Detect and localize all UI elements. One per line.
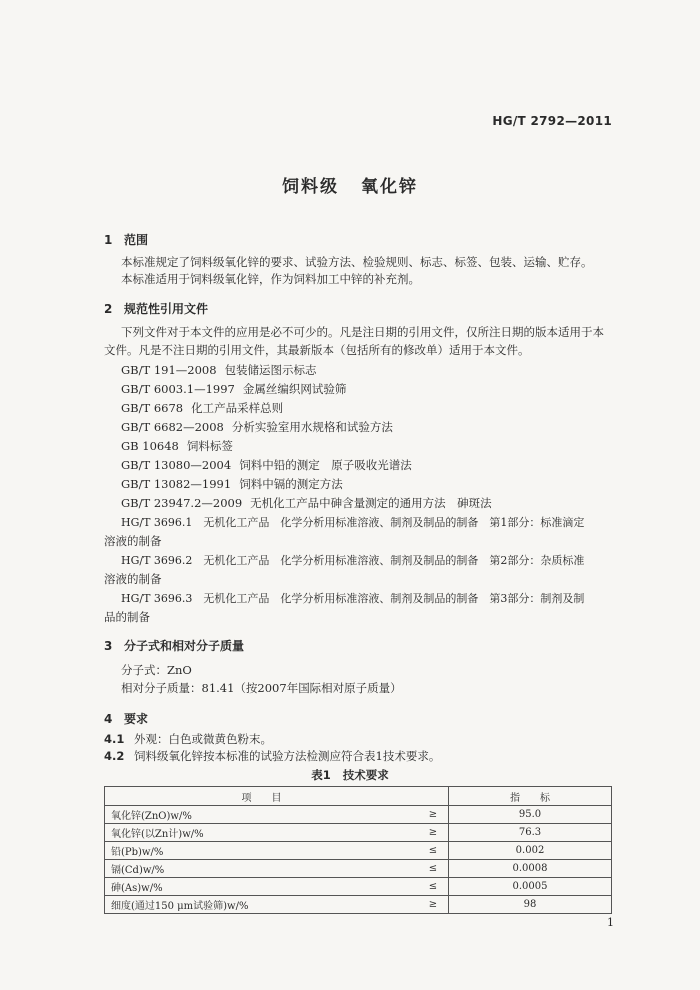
- hg-reference-2-line-2: 溶液的制备: [104, 572, 162, 586]
- section-number: 3: [104, 639, 113, 653]
- hg-reference-1-line-2: 溶液的制备: [104, 534, 162, 548]
- table-row: [105, 860, 612, 878]
- reference-item: [121, 438, 233, 454]
- section-4-heading: [104, 710, 148, 727]
- section-title: 分子式和相对分子质量: [124, 639, 245, 653]
- reference-title: 分析实验室用水规格和试验方法: [231, 420, 393, 434]
- row-item: 细度(通过150 μm试验筛)w/%: [105, 896, 419, 914]
- section-title: 规范性引用文件: [124, 302, 209, 316]
- section-3-heading: [104, 637, 244, 654]
- clause-4-2: [104, 748, 440, 764]
- row-value: 95.0: [449, 806, 612, 824]
- row-relation: ≥: [418, 824, 449, 842]
- table-title: 技术要求: [342, 768, 389, 782]
- clause-4-1: [104, 731, 272, 747]
- row-relation: ≤: [418, 860, 449, 878]
- row-item: 镉(Cd)w/%: [105, 860, 419, 878]
- reference-item: [121, 476, 343, 492]
- hg-reference-1-line-1: HG/T 3696.1 无机化工产品 化学分析用标准溶液、制剂及制品的制备 第1部分：标准滴定: [121, 516, 585, 529]
- section-title: 范围: [124, 233, 149, 247]
- reference-item: [121, 400, 283, 416]
- reference-title: 饲料中铅的测定 原子吸收光谱法: [239, 458, 412, 472]
- header-value: 指 标: [449, 787, 612, 806]
- row-relation: ≥: [418, 806, 449, 824]
- reference-code: GB/T 13080—2004: [121, 458, 232, 472]
- reference-code: GB/T 6678: [121, 401, 184, 415]
- section-number: 4: [104, 712, 113, 726]
- row-relation: ≤: [418, 842, 449, 860]
- table-number: 表1: [311, 768, 331, 782]
- reference-title: 金属丝编织网试验筛: [242, 382, 347, 396]
- reference-item: [121, 457, 412, 473]
- header-relation: [418, 787, 449, 806]
- section-1-paragraph-2: 本标准适用于饲料级氧化锌，作为饲料加工中锌的补充剂。: [121, 272, 420, 286]
- row-relation: ≥: [418, 896, 449, 914]
- hg-reference-2-line-1: HG/T 3696.2 无机化工产品 化学分析用标准溶液、制剂及制品的制备 第2部分：杂质标准: [121, 554, 585, 567]
- section-number: 2: [104, 302, 113, 316]
- reference-title: 饲料标签: [186, 439, 233, 453]
- row-value: 0.0005: [449, 878, 612, 896]
- reference-code: GB 10648: [121, 439, 179, 453]
- section-1-paragraph-1: 本标准规定了饲料级氧化锌的要求、试验方法、检验规则、标志、标签、包装、运输、贮存。: [121, 255, 593, 269]
- row-value: 0.002: [449, 842, 612, 860]
- reference-code: GB/T 13082—1991: [121, 477, 232, 491]
- row-item: 砷(As)w/%: [105, 878, 419, 896]
- section-number: 1: [104, 233, 113, 247]
- table-row: [105, 896, 612, 914]
- relative-molecular-mass: 相对分子质量：81.41（按2007年国际相对原子质量）: [121, 681, 402, 695]
- section-2-intro-line-2: 文件。凡是不注日期的引用文件，其最新版本（包括所有的修改单）适用于本文件。: [104, 343, 530, 357]
- reference-title: 无机化工产品中砷含量测定的通用方法 砷斑法: [250, 496, 492, 510]
- clause-number: 4.1: [104, 732, 125, 746]
- table-row: [105, 842, 612, 860]
- header-item: 项 目: [105, 787, 419, 806]
- molecular-formula: 分子式：ZnO: [121, 663, 192, 677]
- row-value: 76.3: [449, 824, 612, 842]
- row-relation: ≤: [418, 878, 449, 896]
- reference-code: GB/T 191—2008: [121, 363, 217, 377]
- standard-number: HG/T 2792—2011: [492, 114, 612, 128]
- reference-item: [121, 362, 317, 378]
- section-title: 要求: [124, 712, 149, 726]
- table-row: [105, 806, 612, 824]
- reference-code: GB/T 23947.2—2009: [121, 496, 243, 510]
- hg-reference-3-line-2: 品的制备: [104, 610, 150, 624]
- row-item: 氧化锌(以Zn计)w/%: [105, 824, 419, 842]
- section-2-intro-line-1: 下列文件对于本文件的应用是必不可少的。凡是注日期的引用文件，仅所注日期的版本适用于本: [121, 325, 604, 339]
- reference-title: 化工产品采样总则: [191, 401, 284, 415]
- reference-item: [121, 419, 393, 435]
- reference-code: GB/T 6682—2008: [121, 420, 224, 434]
- clause-number: 4.2: [104, 749, 125, 763]
- reference-code: GB/T 6003.1—1997: [121, 382, 235, 396]
- reference-title: 饲料中镉的测定方法: [239, 477, 343, 491]
- table-header-row: [105, 787, 612, 806]
- technical-requirements-table: [104, 786, 612, 914]
- document-title: [0, 172, 700, 197]
- row-item: 氧化锌(ZnO)w/%: [105, 806, 419, 824]
- section-2-heading: [104, 300, 208, 317]
- title-part-1: 饲料级: [282, 177, 339, 197]
- table-row: [105, 824, 612, 842]
- row-value: 98: [449, 896, 612, 914]
- row-value: 0.0008: [449, 860, 612, 878]
- title-part-2: 氧化锌: [361, 177, 418, 197]
- reference-item: [121, 381, 346, 397]
- hg-reference-3-line-1: HG/T 3696.3 无机化工产品 化学分析用标准溶液、制剂及制品的制备 第3部分：制剂及制: [121, 592, 585, 605]
- clause-text: 外观：白色或微黄色粉末。: [134, 732, 272, 746]
- reference-item: [121, 495, 492, 511]
- page-number: 1: [607, 916, 614, 929]
- row-item: 铅(Pb)w/%: [105, 842, 419, 860]
- table-caption: [0, 767, 700, 783]
- reference-title: 包装储运图示标志: [224, 363, 317, 377]
- section-1-heading: [104, 231, 148, 248]
- table-row: [105, 878, 612, 896]
- clause-text: 饲料级氧化锌按本标准的试验方法检测应符合表1技术要求。: [134, 749, 441, 763]
